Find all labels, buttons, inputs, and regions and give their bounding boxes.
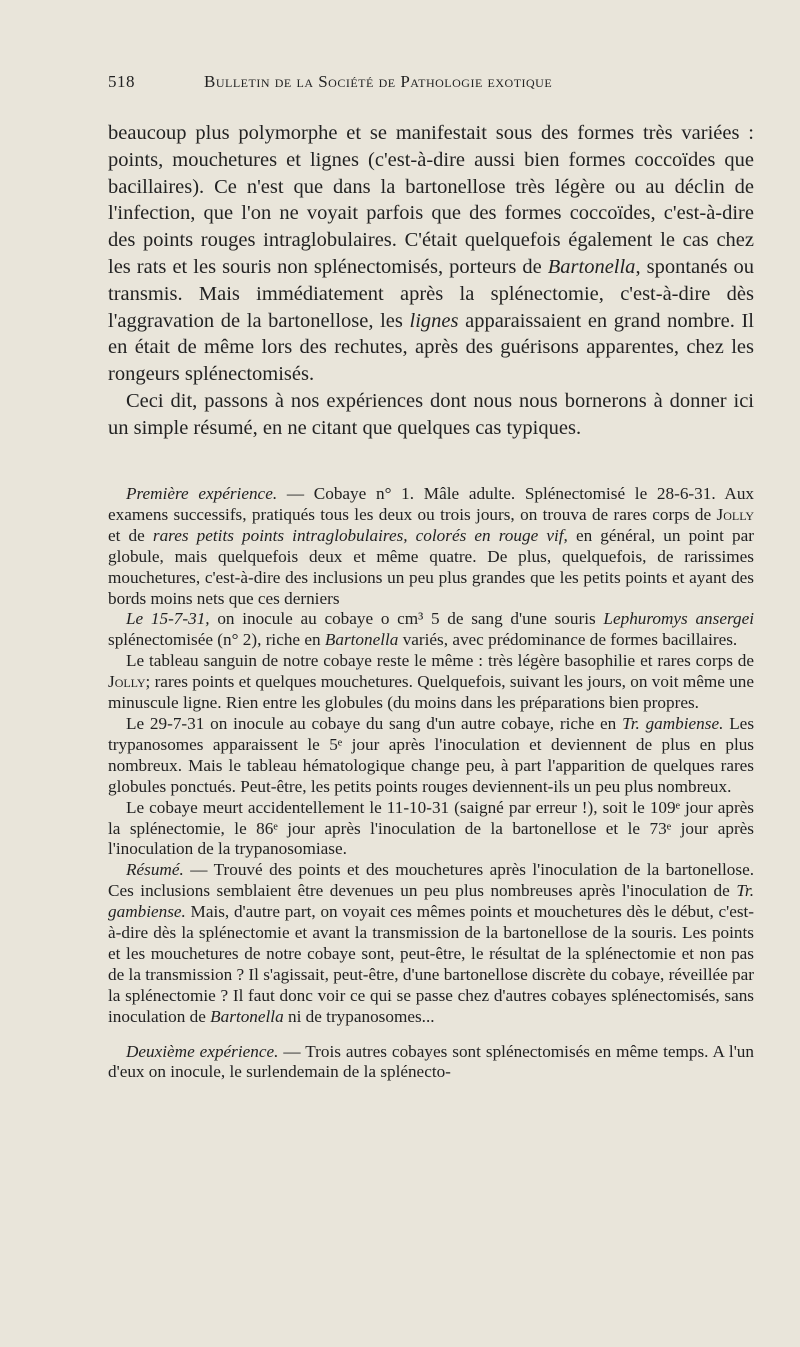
experiment-1-summary: Résumé. — Trouvé des points et des mouchetures après l'inoculation de la bartonellose. Ces inclusions semblaient être devenues un peu plus nombreuses après l'inoculation de Tr. gambiense. Mais, d'autre part, on voyait ces mêmes points et mouchetures dès le début, c'est-à-dire dès la splénectomie et avant la transmission de la bartonellose de la souris. Les points et les mouchetures de notre cobaye sont, peut-être, le résultat de la splénectomie et non pas de la transmission ? Il s'agissait, peut-être, d'une bartonellose discrète du cobaye, réveillée par la splénectomie ? Il faut donc voir ce qui se passe chez d'autres cobayes splénectomisés, sans inoculation de Bartonella ni de trypanosomes... — [108, 860, 755, 1026]
paragraph-transition: Ceci dit, passons à nos expériences dont nous nous bornerons à donner ici un simple résumé, en ne citant que quelques cas typiques. — [108, 389, 754, 439]
italic-bartonella: Bartonella — [547, 255, 636, 278]
page-number: 518 — [108, 72, 135, 91]
experiment-2-intro: Deuxième expérience. — Trois autres cobayes sont splénectomisés en même temps. A l'un d'eux on inocule, le surlendemain de la splénecto- — [108, 1041, 754, 1082]
running-header — [108, 72, 728, 100]
experiment-1-blood-picture: Le tableau sanguin de notre cobaye reste le même : très légère basophilie et rares corps de Jolly; rares points et quelques mouchetures. Quelquefois, suivant les jours, on voit même une minuscule ligne. Rien entre les globules (du moins dans les préparations bien propres. — [108, 651, 754, 713]
italic-lignes: lignes — [409, 309, 459, 332]
running-title: Bulletin de la Société de Pathologie exotique — [204, 72, 553, 91]
experiment-2-title: Deuxième expérience. — [126, 1041, 279, 1061]
experiments-text — [108, 484, 754, 1083]
paragraph-continuation: beaucoup plus polymorphe et se manifestait sous des formes très variées : points, mouchetures et lignes (c'est-à-dire aussi bien formes coccoïdes que bacillaires). Ce n'est que dans la bartonellose très légère ou au déclin de l'infection, que l'on ne voyait parfois que des formes coccoïdes, c'est-à-dire des points rouges intraglobulaires. C'était quelquefois également le cas chez les rats et les souris non splénectomisés, porteurs de Bartonella, spontanés ou transmis. Mais immédiatement après la splénectomie, c'est-à-dire dès l'aggravation de la bartonellose, les lignes apparaissaient en grand nombre. Il en était de même lors des rechutes, après des guérisons apparentes, chez les rongeurs splénectomisés. — [108, 122, 754, 386]
main-text — [108, 120, 754, 442]
experiment-1-trypanosome: Le 29-7-31 on inocule au cobaye du sang d'un autre cobaye, riche en Tr. gambiense. Les trypanosomes apparaissent le 5ᵉ jour après l'inoculation et deviennent de plus en plus nombreux. Mais le tableau hématologique change peu, à part l'apparition de quelques rares globules ponctués. Peut-être, les petits points rouges deviennent-ils un peu plus nombreux. — [108, 713, 755, 796]
experiment-1-inoculation: Le 15-7-31, on inocule au cobaye o cm³ 5 de sang d'une souris Lephuromys ansergei splénectomisée (n° 2), riche en Bartonella variés, avec prédominance de formes bacillaires. — [108, 609, 755, 650]
experiment-1-intro: Première expérience. — Cobaye n° 1. Mâle adulte. Splénectomisé le 28-6-31. Aux examens successifs, pratiqués tous les deux ou trois jours, on trouva de rares corps de Jolly et de rares petits points intraglobulaires, colorés en rouge vif, en général, un point par globule, mais quelquefois deux et même quatre. De plus, quelquefois, de rarissimes mouchetures, c'est-à-dire des inclusions un peu plus grandes que les petits points et ayant des bords moins nets que ces derniers — [108, 484, 755, 608]
experiment-1-death: Le cobaye meurt accidentellement le 11-10-31 (saigné par erreur !), soit le 109ᵉ jour après la splénectomie, le 86ᵉ jour après l'inoculation de la bartonellose et le 73ᵉ jour après l'inoculation de la trypanosomiase. — [108, 797, 754, 859]
experiment-1-title: Première expérience. — [126, 484, 278, 503]
